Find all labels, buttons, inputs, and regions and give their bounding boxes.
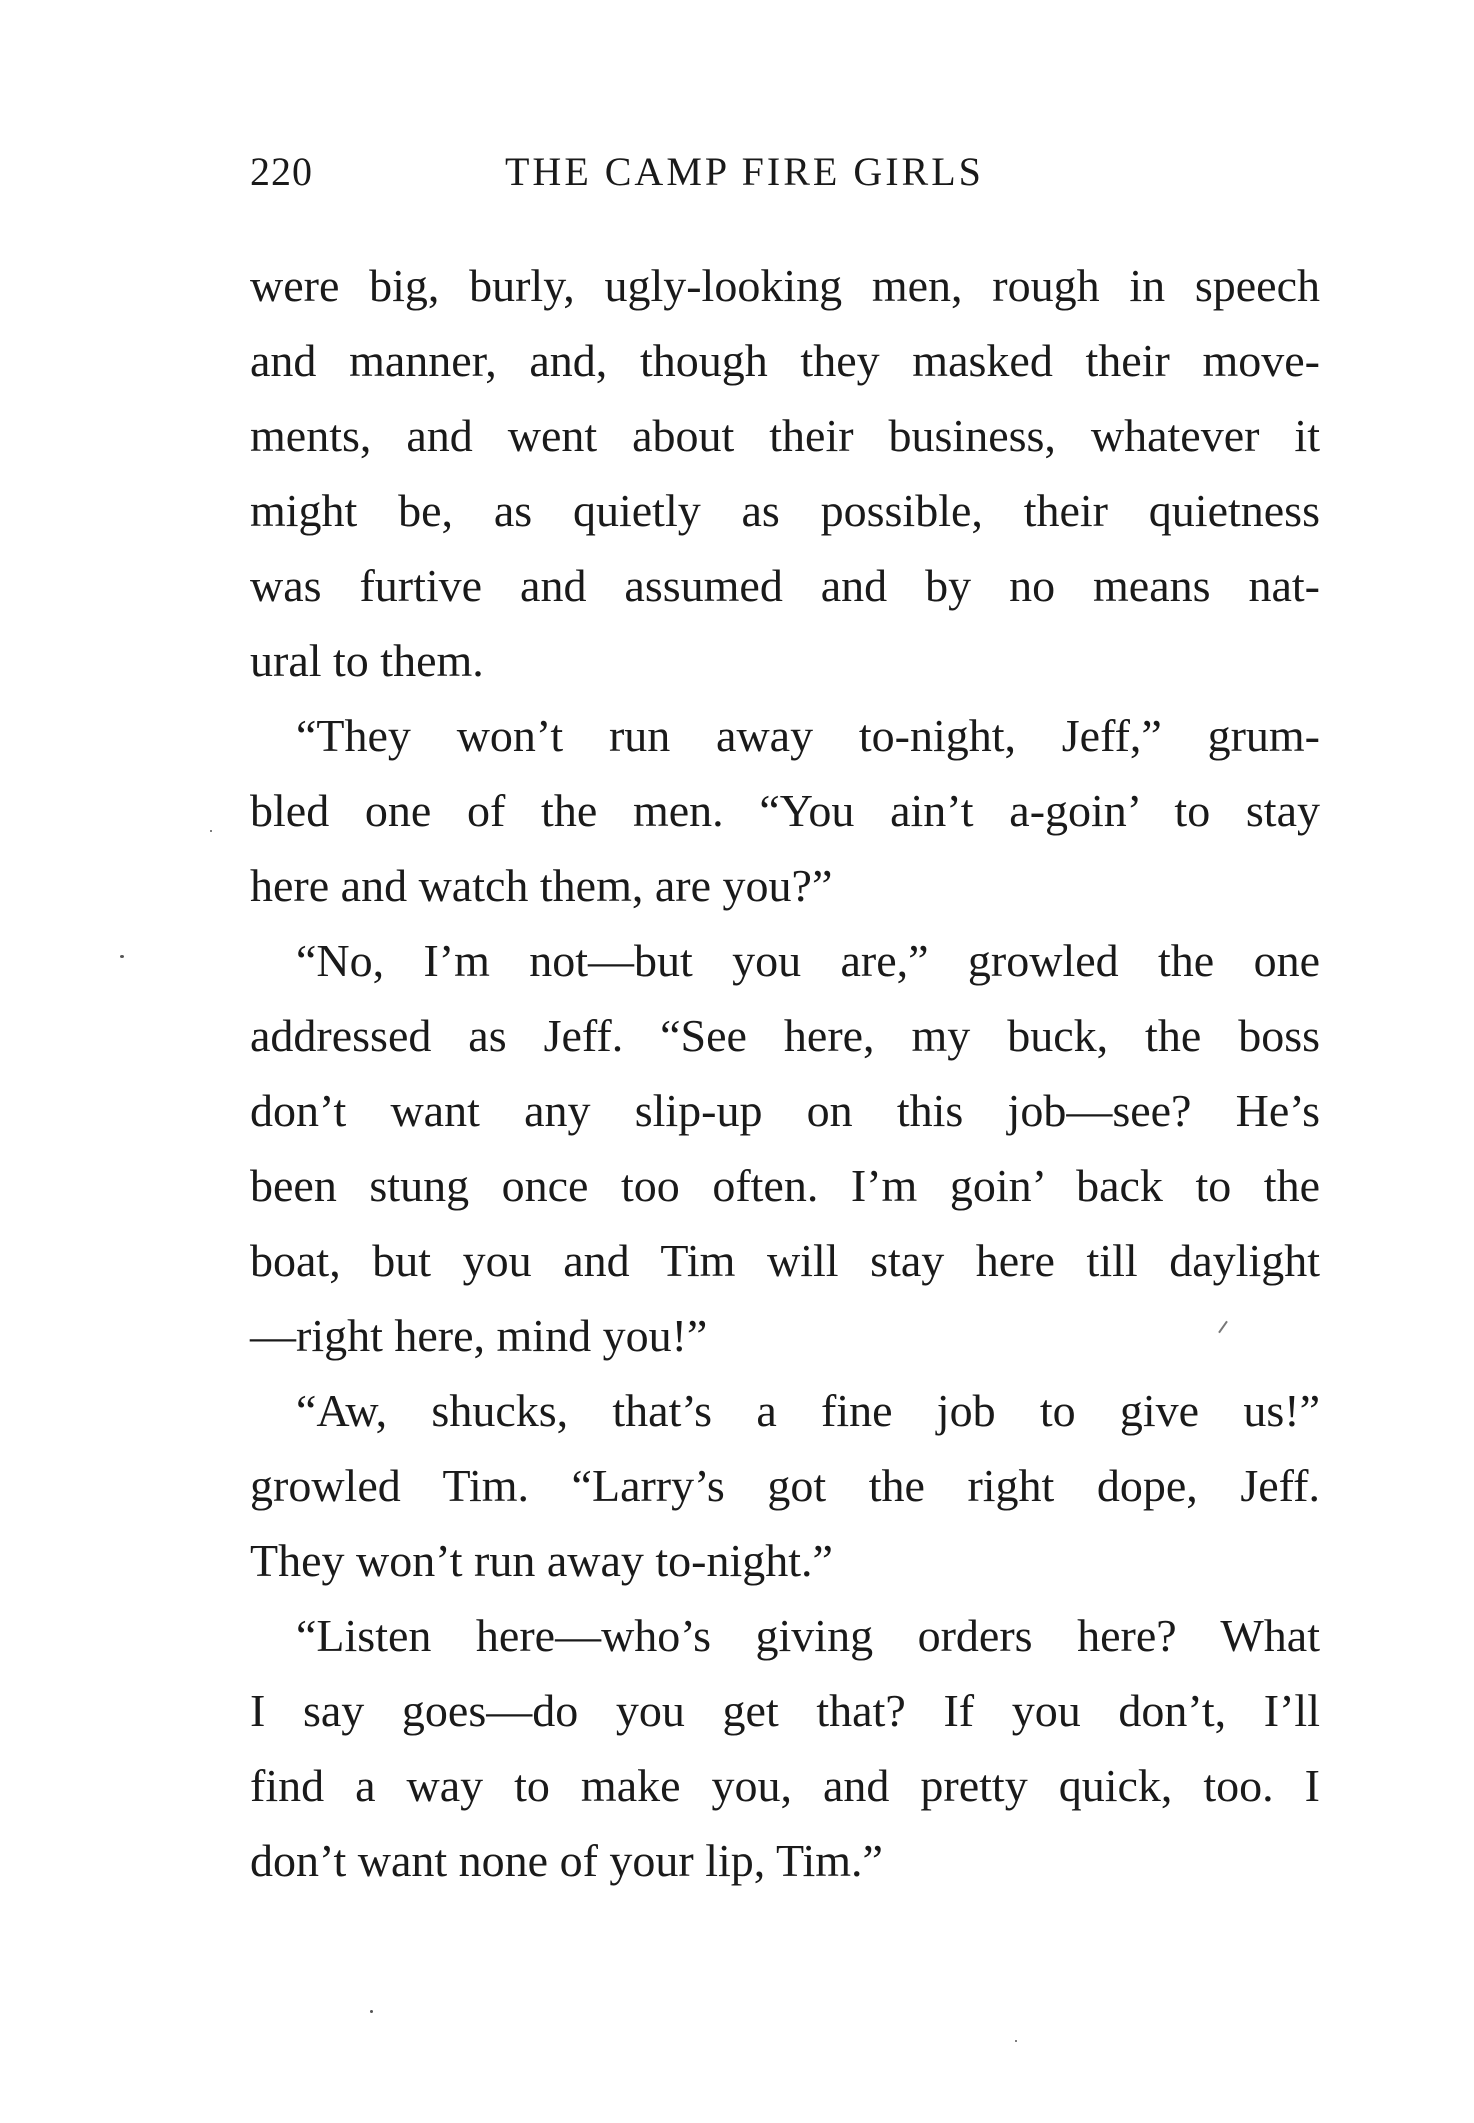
text-line: growled Tim. “Larry’s got the right dope, Jeff. (250, 1460, 1320, 1511)
body-text (250, 248, 1320, 1898)
text-line: “Aw, shucks, that’s a fine job to give us!” (296, 1385, 1320, 1436)
text-line: “They won’t run away to-night, Jeff,” grum- (296, 710, 1320, 761)
running-title: THE CAMP FIRE GIRLS (505, 149, 984, 194)
scan-speck (1015, 2040, 1017, 2042)
scan-speck (120, 955, 124, 958)
text-line: and manner, and, though they masked their move- (250, 335, 1320, 386)
running-head (250, 148, 1320, 198)
text-line: don’t want any slip-up on this job—see? He’s (250, 1085, 1320, 1136)
text-line: I say goes—do you get that? If you don’t, I’ll (250, 1685, 1320, 1736)
scan-speck (210, 830, 212, 832)
text-line: boat, but you and Tim will stay here till daylight (250, 1235, 1320, 1286)
text-line: addressed as Jeff. “See here, my buck, the boss (250, 1010, 1320, 1061)
text-line: “No, I’m not—but you are,” growled the one (296, 935, 1320, 986)
text-line: find a way to make you, and pretty quick, too. I (250, 1760, 1320, 1811)
text-line: —right here, mind you!” (250, 1310, 708, 1361)
text-line: here and watch them, are you?” (250, 860, 833, 911)
text-line: They won’t run away to-night.” (250, 1535, 833, 1586)
text-line: might be, as quietly as possible, their quietness (250, 485, 1320, 536)
text-line: “Listen here—who’s giving orders here? What (296, 1610, 1320, 1661)
text-line: were big, burly, ugly-looking men, rough in speech (250, 260, 1320, 311)
text-line: don’t want none of your lip, Tim.” (250, 1835, 883, 1886)
text-line: bled one of the men. “You ain’t a-goin’ to stay (250, 785, 1320, 836)
scan-speck (370, 2010, 373, 2013)
text-line: was furtive and assumed and by no means nat- (250, 560, 1320, 611)
text-line: ments, and went about their business, whatever it (250, 410, 1320, 461)
page-number: 220 (250, 149, 313, 194)
text-line: ural to them. (250, 635, 484, 686)
text-line: been stung once too often. I’m goin’ back to the (250, 1160, 1320, 1211)
